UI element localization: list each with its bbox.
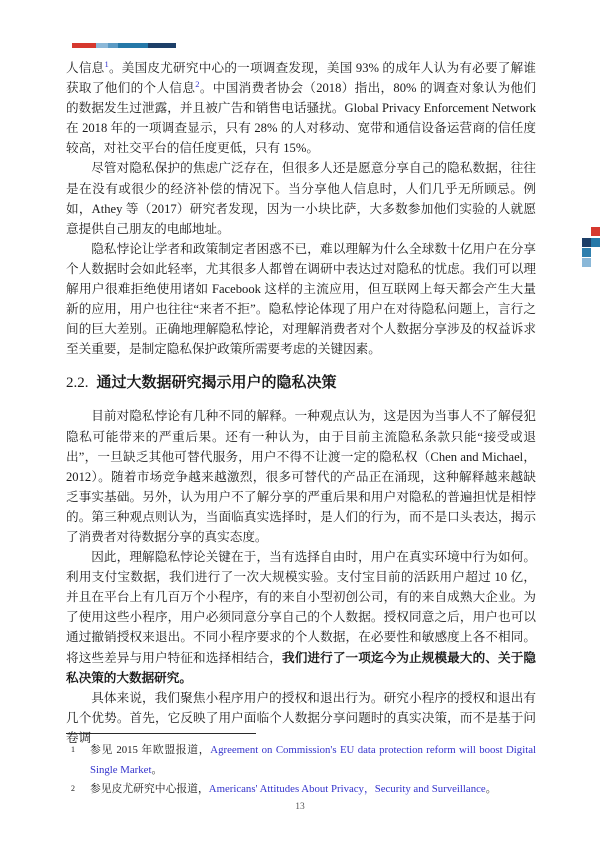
- paragraph: 隐私悖论让学者和政策制定者困惑不已，难以理解为什么全球数十亿用户在分享个人数据时会如此轻率，尤其很多人都曾在调研中表达过对隐私的忧虑。我们可以理解用户很难拒绝使用诸如 Facebook 这样的主流应用，但互联网上每天都会产生大量新的应用，用户也往往“来者不拒”。隐私悖论体现了用户在对待隐私问题上，言行之间的巨大差别。正确地理解隐私悖论，对理解消费者对个人数据分享涉及的权益诉求至关重要，是制定隐私保护政策所需要考虑的关键因素。: [66, 241, 536, 357]
- accent-bar-segment-dark-navy: [148, 43, 176, 48]
- section-number: 2.2.: [66, 375, 89, 392]
- accent-square-medium-blue: [591, 238, 600, 247]
- footnote-separator: [66, 733, 256, 734]
- paragraph: 具体来说，我们聚焦小程序用户的授权和退出行为。研究小程序的授权和退出有几个优势。首先，它反映了用户面临个人数据分享问题时的真实决策，而不是基于问卷调: [66, 690, 536, 745]
- page-body: [66, 58, 536, 748]
- section-title: 通过大数据研究揭示用户的隐私决策: [96, 375, 337, 392]
- footnote-link[interactable]: Americans' Attitudes About Privacy，Security and Surveillance: [208, 783, 486, 795]
- section-heading: [66, 373, 536, 394]
- accent-bar-segment-mid-light-blue: [108, 43, 118, 48]
- footnote-text: [90, 780, 536, 800]
- emphasized-claim: 我们进行了一项迄今为止规模最大的、关于隐私决策的大数据研究。: [66, 650, 537, 685]
- footnote-2: [66, 780, 536, 800]
- paragraph-text: 人信息: [66, 61, 105, 75]
- paragraph-text: 因此，理解隐私悖论关键在于，当有选择自由时，用户在真实环境中行为如何。利用支付宝数据，我们进行了一次大规模实验。支付宝目前的活跃用户超过 10 亿，并且在平台上有几百万个小程序，有的来自小型初创公司，有的来自成熟大企业。为了使用这些小程序，用户必须同意分享自己的个人数据。授权同意之后，用户也可以通过撤销授权来退出。不同小程序要求的个人数据，在必要性和敏感度上各不相同。将这些差异与用户特征和选择相结合，: [66, 550, 536, 665]
- paragraph: [66, 58, 536, 158]
- footnote-prefix: 参见 2015 年欧盟报道，: [90, 744, 211, 756]
- accent-bar-segment-light-blue: [96, 43, 108, 48]
- paragraph: 尽管对隐私保护的焦虑广泛存在，但很多人还是愿意分享自己的隐私数据，往往是在没有或很少的经济补偿的情况下。当分享他人信息时，人们几乎无所顾忌。例如，Athey 等（2017）研究者发现，因为一小块比萨，大多数参加他们实验的人就愿意提供自己朋友的电邮地址。: [66, 161, 536, 236]
- footnote-text: [90, 741, 536, 780]
- footnote-link[interactable]: Agreement on Commission's EU data protection reform will boost Digital Single Market: [90, 744, 536, 776]
- top-accent-bar: [72, 43, 176, 48]
- footnote-area: [66, 733, 536, 800]
- footnote-ref-2[interactable]: 2: [195, 78, 200, 89]
- accent-square-dark-navy: [582, 238, 591, 247]
- paragraph-text: 。中国消费者协会（2018）指出，80% 的调查对象认为他们的数据发生过泄露，并且被广告和销售电话骚扰。Global Privacy Enforcement Network 在 2018 年的一项调查显示，只有 28% 的人对移动、宽带和通信设备运营商的信任度较高，对社交平台的信任度更低，只有 15%。: [66, 81, 537, 156]
- footnote-suffix: 。: [151, 763, 163, 776]
- paragraph-text: 。美国皮尤研究中心的一项调查发现，美国 93% 的成年人认为有必要了解谁获取了他们的个人信息: [66, 61, 536, 96]
- footnote-prefix: 参见皮尤研究中心报道，: [90, 783, 209, 795]
- footnote-suffix: 。: [485, 783, 497, 795]
- paragraph: 目前对隐私悖论有几种不同的解释。一种观点认为，这是因为当事人不了解侵犯隐私可能带来的严重后果。还有一种认为，由于目前主流隐私条款只能“接受或退出”，一旦缺乏其他可替代服务，用户不得不让渡一定的隐私权（Chen and Michael，2012）。随着市场竞争越来越激烈，很多可替代的产品正在涌现，这种解释越来越缺乏事实基础。另外，认为用户不了解分享的严重后果和用户对隐私的普遍担忧是相悖的。第三种观点则认为，当面临真实选择时，是人们的行为，而不是口头表达，揭示了消费者对待数据分享的真实态度。: [66, 409, 536, 544]
- accent-bar-segment-red: [72, 43, 96, 48]
- footnote-marker: 1: [71, 745, 75, 754]
- accent-bar-segment-medium-blue: [118, 43, 148, 48]
- accent-square-light-blue: [582, 258, 591, 267]
- paragraph: [66, 547, 536, 688]
- accent-square-steel-blue: [582, 248, 591, 257]
- accent-square-red: [591, 227, 600, 236]
- page-number: 13: [295, 802, 305, 812]
- footnote-marker: 2: [71, 784, 75, 793]
- footnote-ref-1[interactable]: 1: [104, 58, 109, 69]
- footnote-1: [66, 741, 536, 780]
